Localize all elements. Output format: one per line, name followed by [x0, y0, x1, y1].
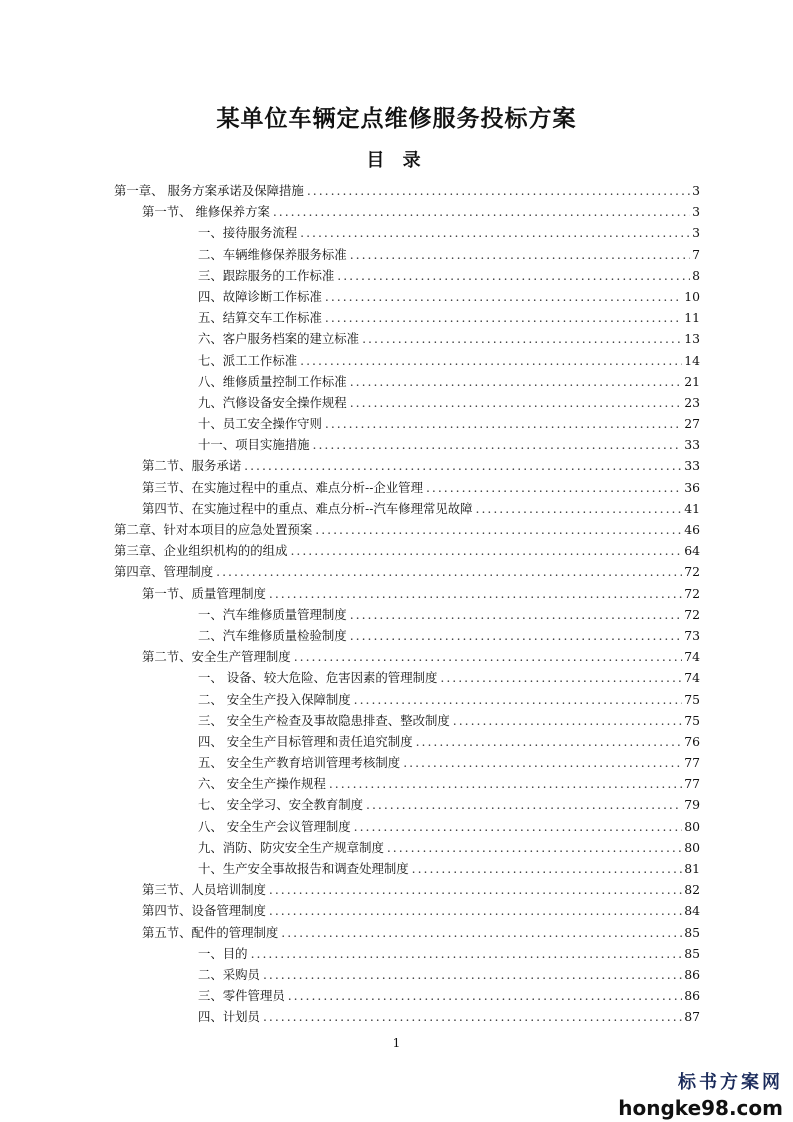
toc-entry[interactable] [114, 837, 700, 858]
toc-dot-leader [325, 307, 682, 328]
toc-entry[interactable] [114, 922, 700, 943]
toc-dot-leader [350, 244, 690, 265]
toc-entry-page-number: 72 [684, 564, 700, 580]
toc-entry[interactable] [114, 794, 700, 815]
toc-entry[interactable] [114, 328, 700, 349]
toc-dot-leader [273, 201, 690, 222]
toc-entry-label: 四、故障诊断工作标准 [198, 288, 322, 304]
toc-entry[interactable] [114, 900, 700, 921]
toc-entry-page-number: 72 [684, 606, 700, 622]
toc-entry-label: 第二节、服务承诺 [142, 458, 242, 474]
toc-dot-leader [453, 710, 682, 731]
document-title: 某单位车辆定点维修服务投标方案 [216, 106, 577, 132]
toc-entry-page-number: 75 [684, 691, 700, 707]
toc-dot-leader [440, 667, 682, 688]
toc-dot-leader [337, 265, 690, 286]
toc-entry[interactable] [114, 455, 700, 476]
toc-entry[interactable] [114, 667, 700, 688]
toc-entry-page-number: 73 [684, 627, 700, 643]
toc-dot-leader [263, 964, 682, 985]
toc-entry-page-number: 41 [684, 500, 700, 516]
toc-entry[interactable] [114, 498, 700, 519]
toc-entry-page-number: 33 [684, 458, 700, 474]
toc-entry-page-number: 23 [684, 394, 700, 410]
toc-entry-page-number: 74 [684, 649, 700, 665]
toc-entry[interactable] [114, 583, 700, 604]
toc-dot-leader [290, 540, 682, 561]
toc-dot-leader [412, 858, 683, 879]
toc-entry-page-number: 27 [684, 416, 700, 432]
toc-entry[interactable] [114, 371, 700, 392]
toc-entry[interactable] [114, 561, 700, 582]
toc-entry[interactable] [114, 985, 700, 1006]
toc-dot-leader [387, 837, 682, 858]
toc-entry-label: 九、汽修设备安全操作规程 [198, 394, 347, 410]
toc-entry-page-number: 85 [684, 945, 700, 961]
toc-entry[interactable] [114, 392, 700, 413]
toc-dot-leader [244, 455, 682, 476]
toc-entry-page-number: 11 [684, 310, 700, 326]
toc-entry-label: 八、 安全生产会议管理制度 [198, 818, 351, 834]
toc-entry-label: 四、计划员 [198, 1009, 260, 1025]
toc-dot-leader [476, 498, 683, 519]
toc-entry[interactable] [114, 604, 700, 625]
toc-entry[interactable] [114, 943, 700, 964]
toc-dot-leader [269, 900, 682, 921]
toc-entry-label: 三、 安全生产检查及事故隐患排查、整改制度 [198, 712, 450, 728]
toc-entry[interactable] [114, 540, 700, 561]
watermark-logo [583, 1068, 783, 1120]
toc-dot-leader [329, 773, 682, 794]
toc-entry-label: 二、 安全生产投入保障制度 [198, 691, 351, 707]
toc-entry[interactable] [114, 879, 700, 900]
toc-entry-page-number: 10 [684, 288, 700, 304]
page-number: 1 [392, 1036, 401, 1050]
toc-entry-label: 二、汽车维修质量检验制度 [198, 627, 347, 643]
toc-dot-leader [251, 943, 683, 964]
toc-entry-page-number: 75 [684, 712, 700, 728]
toc-dot-leader [366, 794, 682, 815]
toc-entry[interactable] [114, 244, 700, 265]
toc-entry-label: 七、派工工作标准 [198, 352, 298, 368]
toc-dot-leader [426, 477, 682, 498]
toc-entry-label: 第一节、 维修保养方案 [142, 204, 270, 220]
toc-entry-label: 六、客户服务档案的建立标准 [198, 331, 360, 347]
toc-dot-leader [325, 413, 682, 434]
toc-entry[interactable] [114, 858, 700, 879]
toc-dot-leader [300, 350, 682, 371]
toc-entry[interactable] [114, 773, 700, 794]
toc-entry-page-number: 3 [692, 225, 700, 241]
toc-entry-label: 第一节、质量管理制度 [142, 585, 266, 601]
toc-entry[interactable] [114, 710, 700, 731]
toc-entry-label: 五、结算交车工作标准 [198, 310, 322, 326]
toc-entry-label: 八、维修质量控制工作标准 [198, 373, 347, 389]
toc-entry-label: 十一、项目实施措施 [198, 437, 310, 453]
toc-entry[interactable] [114, 350, 700, 371]
toc-entry-page-number: 81 [684, 861, 700, 876]
toc-entry-page-number: 79 [684, 797, 700, 813]
toc-entry[interactable] [114, 816, 700, 837]
toc-entry-page-number: 46 [684, 522, 700, 537]
toc-entry[interactable] [114, 689, 700, 710]
toc-dot-leader [416, 731, 683, 752]
toc-dot-leader [350, 392, 683, 413]
toc-entry-page-number: 74 [684, 670, 700, 686]
toc-entry[interactable] [114, 625, 700, 646]
toc-entry-label: 三、零件管理员 [198, 988, 285, 1004]
toc-entry-page-number: 13 [684, 331, 700, 347]
toc-dot-leader [354, 816, 683, 837]
toc-dot-leader [403, 752, 682, 773]
toc-entry[interactable] [114, 477, 700, 498]
toc-entry-label: 第四节、在实施过程中的重点、难点分析--汽车修理常见故障 [142, 500, 473, 516]
toc-entry-label: 第四章、管理制度 [114, 564, 214, 580]
toc-dot-leader [350, 604, 683, 625]
toc-entry[interactable] [114, 180, 700, 201]
table-of-contents [114, 180, 700, 1028]
toc-entry-page-number: 8 [692, 267, 700, 283]
toc-entry-label: 十、生产安全事故报告和调查处理制度 [198, 861, 409, 876]
watermark-url-text: hongke98.com [618, 1096, 783, 1120]
toc-entry-label: 一、接待服务流程 [198, 225, 298, 241]
toc-dot-leader [300, 222, 690, 243]
toc-dot-leader [325, 286, 682, 307]
toc-entry-page-number: 80 [684, 818, 700, 834]
toc-entry-label: 二、采购员 [198, 966, 260, 982]
toc-entry-page-number: 72 [684, 585, 700, 601]
toc-entry-label: 五、 安全生产教育培训管理考核制度 [198, 755, 401, 771]
toc-entry-label: 第三章、企业组织机构的的组成 [114, 543, 288, 559]
toc-entry-label: 九、消防、防灾安全生产规章制度 [198, 839, 384, 855]
toc-entry[interactable] [114, 434, 700, 455]
toc-entry-page-number: 80 [684, 839, 700, 855]
toc-dot-leader [281, 922, 682, 943]
toc-entry-label: 第五节、配件的管理制度 [142, 924, 279, 940]
watermark-chinese-text: 标书方案网 [678, 1072, 783, 1093]
toc-entry[interactable] [114, 964, 700, 985]
toc-entry-label: 七、 安全学习、安全教育制度 [198, 797, 364, 813]
toc-entry-page-number: 64 [684, 543, 700, 559]
toc-entry[interactable] [114, 413, 700, 434]
toc-entry-page-number: 77 [684, 755, 700, 771]
toc-dot-leader [269, 583, 682, 604]
toc-entry[interactable] [114, 201, 700, 222]
toc-entry-label: 四、 安全生产目标管理和责任追究制度 [198, 733, 413, 749]
toc-dot-leader [350, 625, 683, 646]
toc-dot-leader [294, 646, 683, 667]
toc-entry[interactable] [114, 265, 700, 286]
toc-entry-page-number: 86 [684, 988, 700, 1004]
toc-dot-leader [269, 879, 682, 900]
toc-entry[interactable] [114, 222, 700, 243]
toc-dot-leader [313, 434, 683, 455]
toc-entry-label: 十、员工安全操作守则 [198, 416, 322, 432]
toc-entry-label: 第三节、人员培训制度 [142, 882, 266, 898]
toc-entry-page-number: 84 [684, 903, 700, 919]
toc-entry-label: 一、 设备、较大危险、危害因素的管理制度 [198, 670, 438, 686]
toc-entry-label: 第三节、在实施过程中的重点、难点分析--企业管理 [142, 479, 423, 495]
toc-entry-page-number: 3 [692, 204, 700, 220]
toc-entry[interactable] [114, 1006, 700, 1027]
toc-dot-leader [216, 561, 682, 582]
toc-entry-label: 二、车辆维修保养服务标准 [198, 246, 347, 262]
toc-entry-label: 一、汽车维修质量管理制度 [198, 606, 347, 622]
toc-entry-page-number: 82 [684, 882, 700, 898]
toc-entry-page-number: 86 [684, 966, 700, 982]
toc-heading: 目 录 [366, 150, 427, 171]
toc-entry-label: 第二节、安全生产管理制度 [142, 649, 291, 665]
toc-dot-leader [315, 519, 682, 540]
toc-dot-leader [354, 689, 683, 710]
toc-entry[interactable] [114, 731, 700, 752]
toc-dot-leader [263, 1006, 682, 1027]
toc-entry-page-number: 87 [684, 1009, 700, 1025]
toc-entry[interactable] [114, 286, 700, 307]
toc-entry-page-number: 77 [684, 776, 700, 792]
toc-entry-page-number: 76 [684, 733, 700, 749]
toc-entry-page-number: 21 [684, 373, 700, 389]
toc-entry[interactable] [114, 752, 700, 773]
toc-entry-page-number: 36 [684, 479, 700, 495]
toc-entry-label: 三、跟踪服务的工作标准 [198, 267, 335, 283]
toc-dot-leader [307, 180, 690, 201]
toc-entry-label: 第四节、设备管理制度 [142, 903, 266, 919]
toc-entry-page-number: 14 [684, 352, 700, 368]
toc-entry[interactable] [114, 519, 700, 540]
toc-entry-label: 一、目的 [198, 945, 248, 961]
toc-entry-page-number: 7 [692, 246, 700, 262]
toc-entry[interactable] [114, 307, 700, 328]
toc-entry-page-number: 85 [684, 924, 700, 940]
toc-entry-page-number: 3 [692, 183, 700, 198]
toc-dot-leader [350, 371, 683, 392]
toc-dot-leader [362, 328, 682, 349]
toc-dot-leader [288, 985, 682, 1006]
toc-entry[interactable] [114, 646, 700, 667]
toc-entry-label: 第一章、 服务方案承诺及保障措施 [114, 183, 304, 198]
toc-entry-page-number: 33 [684, 437, 700, 453]
toc-entry-label: 六、 安全生产操作规程 [198, 776, 326, 792]
toc-entry-label: 第二章、针对本项目的应急处置预案 [114, 522, 313, 537]
